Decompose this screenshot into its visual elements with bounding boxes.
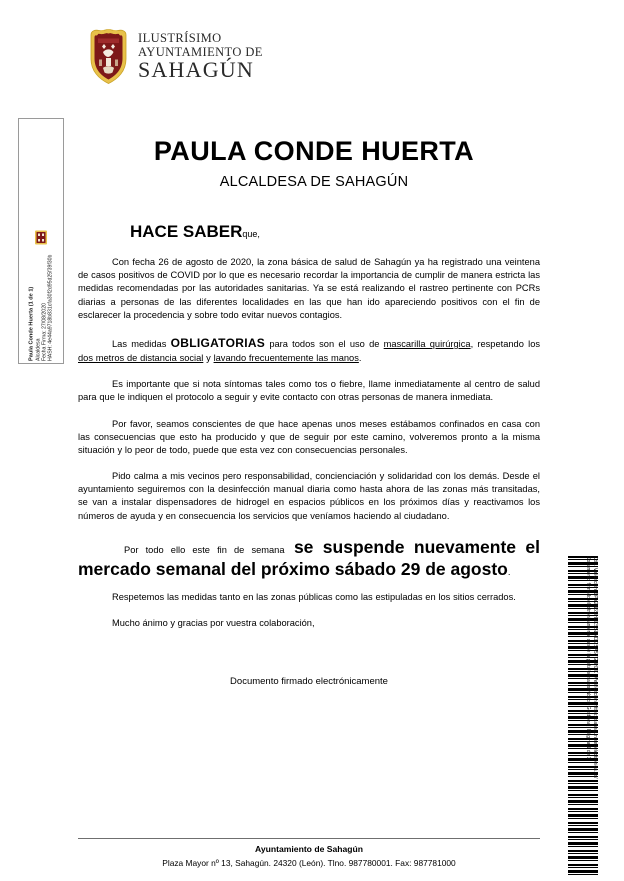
document-body [78,222,540,687]
page-subtitle: ALCALDESA DE SAHAGÚN [219,174,409,190]
market-suspension-announcement [78,536,540,581]
coat-of-arms-mini-icon [35,230,48,245]
paragraph-7: Respetemos las medidas tanto en las zonas públicas como las estipuladas en los sitios cerrados. [112,591,516,602]
p2-text-e: . [358,352,362,363]
logo-line-3: SAHAGÚN [138,57,254,82]
paragraph-4: Por favor, seamos conscientes de que hace apenas unos meses estábamos confinados en casa con las consecuencias que esto ha producido y que de seguir por este camino, volveremos pronto a la misma situación y lo peor de todo, puede que esta vez con consecuencias personales. [78,418,540,455]
footer-address: Plaza Mayor nº 13, Sahagún. 24320 (León). Tlno. 987780001. Fax: 987781000 [162,858,456,868]
p2-text-d: y [203,352,214,363]
footer-organization: Ayuntamiento de Sahagún [254,844,364,854]
document-header [0,24,624,100]
p2-underline-manos: lavando frecuentemente las manos [213,352,359,363]
paragraph-1: Con fecha 26 de agosto de 2020, la zona básica de salud de Sahagún ya ha registrado una veintena de casos positivos de COVID por lo que es necesario recordar la importancia de cumplir de manera estricta las medidas recomendadas por las autoridades sanitarias. Ya se está realizando el rastreo pertinente con PCRs diarias a personas de las diferentes localidades en las que han ido apareciendo positivos con el fin de esclarecer la procedencia y sobre todo evitar nuevos contagios. [78,257,540,320]
signature-signer-role: Alcaldesa [35,338,42,361]
paragraph-2-obligatorias [78,335,540,365]
logo-wordmark [138,32,263,81]
p2-underline-mascarilla: mascarilla quirúrgica [383,338,471,349]
signature-side-box [18,118,64,364]
p2-text-c: , respetando los [470,338,541,349]
coat-of-arms-icon [88,28,129,85]
hace-saber-bold: HACE SABER [130,222,243,241]
ayuntamiento-logo [88,28,263,85]
logo-line-1: ILUSTRÍSIMO [138,31,222,45]
p2-text-a: Las medidas [112,338,171,349]
page-title: PAULA CONDE HUERTA [153,136,475,166]
document-footer [78,838,540,868]
logo-line-2: AYUNTAMIENTO DE [138,44,263,59]
signature-hash: HASH: 4e44a9718b831cfa30f2d95d25f39f30b [47,254,54,361]
announcement-lead-in: Por todo ello este fin de semana [124,544,285,555]
paragraph-8-thanks: Mucho ánimo y gracias por vuestra colaboración, [112,617,315,628]
hace-saber-heading [130,222,540,242]
p2-bold-obligatorias: OBLIGATORIAS [170,335,266,350]
p2-underline-distancia: dos metros de distancia social [78,352,204,363]
p2-text-b: para todos son el uso de [265,338,384,349]
announcement-period: . [507,567,511,578]
signature-signer-name: Paula Conde Huerta (1 de 1) [28,286,35,361]
signed-electronically-note: Documento firmado electrónicamente [230,676,388,687]
signature-side-box-content [29,121,54,361]
validation-code-text: Cód. Validación: 9PY2N6SH3CSSLNDGSA5TG5H3X | Verificación: https://sahagun.sedelectronica.es/ [592,556,598,779]
platform-signature-text: Documento firmado electrónicamente desde la plataforma esPublico Gestiona | Página 1 de 1 [585,556,592,760]
verification-text-block [576,556,598,878]
hace-saber-tail: que, [242,229,260,239]
signature-metadata [29,255,54,361]
signature-date: Fecha Firma: 27/08/2020 [41,303,48,361]
announcement-bold-text: se suspende nuevamente el mercado semanal del próximo sábado 29 de agosto [78,536,540,580]
paragraph-5: Pido calma a mis vecinos pero responsabilidad, concienciación y solidaridad con los demás. Desde el ayuntamiento seguiremos con la desinfección manual diaria como hasta ahora de las zonas más transitadas, se van a instalar dispensadores de hidrogel en espacios públicos en los próximos días y reactivamos los números de ayuda y en consecuencia los servicios que veníamos haciendo al ciudadano. [78,471,540,521]
paragraph-3: Es importante que si nota síntomas tales como tos o fiebre, llame inmediatamente al centro de salud para que le indiquen el protocolo a seguir y evite contacto con otras personas de manera inmediata. [78,379,540,403]
